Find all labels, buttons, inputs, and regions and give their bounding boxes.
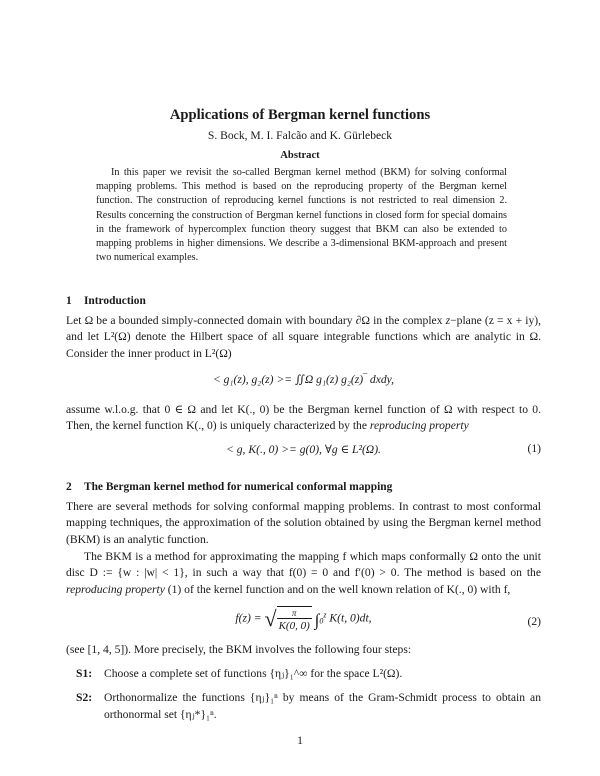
abstract-heading: Abstract	[280, 150, 320, 161]
section-2-paragraph-2	[66, 549, 541, 598]
abstract-body: In this paper we revisit the so-called Bergman kernel method (BKM) for solving conformal mapping problems. This method is based on the reproducing property of the Bergman kernel function. The construction of reproducing kernel functions is not restricted to real dimension 2. Results concerning the construction of Bergman kernel functions in closed form for special domains in the framework of hypercomplex function theory suggest that BKM can also be extended to mapping problems in higher dimensions. We describe a 3-dimensional BKM-approach and present two numerical examples.	[96, 167, 507, 264]
paper-title: Applications of Bergman kernel functions	[169, 107, 431, 123]
section-2-heading	[66, 481, 392, 493]
equation-2-tag: (2)	[527, 615, 541, 628]
bkm-step	[66, 666, 541, 682]
equation-1-formula: < g, K(., 0) >= g(0), ∀g ∈ L²(Ω).	[226, 443, 381, 456]
section-1-number: 1	[66, 295, 72, 307]
section-1-title: Introduction	[84, 295, 146, 307]
section-1-heading	[66, 295, 146, 307]
eq2-rhs: K(t, 0)dt,	[329, 611, 372, 625]
section-2-number: 2	[66, 481, 72, 493]
eq2-numerator: π	[277, 608, 312, 619]
equation-2-formula: f(z) = √ $\frac{\pi}{K(0, 0)}$ $\int_0^z$ K(t, 0)dt,	[235, 606, 372, 632]
equation-2	[66, 606, 541, 640]
s2p2-text-b: (1) of the kernel function and on the well known relation of K(., 0) with f,	[164, 582, 511, 596]
inner-product-formula: < g₁(z), g₂(z) >= ∬Ω g₁(z) g₂(z)‾ dxdy,	[212, 373, 395, 386]
equation-inner-product	[66, 369, 541, 391]
equation-1	[66, 439, 541, 461]
step-label: S2:	[76, 691, 93, 705]
eq2-sqrt: √ $\frac{\pi}{K(0, 0)}$	[264, 606, 310, 632]
section-2-title: The Bergman kernel method for numerical conformal mapping	[84, 481, 393, 493]
abstract-text	[96, 166, 507, 265]
equation-1-tag: (1)	[527, 442, 541, 455]
s1p1-text-c: −plane (z = x + iy), and let L²(Ω) denote the Hilbert space of all square integrable functions which are analytic in Ω. Consider the inner product in L²(Ω)	[66, 314, 541, 360]
paper-authors: S. Bock, M. I. Falcão and K. Gürlebeck	[207, 129, 393, 142]
s1p1-math-z: z	[445, 314, 451, 327]
step-text: Orthonormalize the functions {ηⱼ}₁ⁿ by means of the Gram-Schmidt process to obtain an orthonormal set {ηⱼ*}₁ⁿ.	[104, 691, 541, 721]
eq2-denominator: K(0, 0)	[278, 620, 310, 632]
step-label: S1:	[76, 667, 93, 680]
section-1-paragraph-1	[66, 313, 541, 362]
s1p2-emphasis: reproducing property	[369, 419, 469, 433]
bkm-steps-list	[66, 666, 541, 728]
step-text: Choose a complete set of functions {ηⱼ}₁^∞ for the space L²(Ω).	[104, 667, 403, 680]
eq2-lhs: f(z) =	[235, 611, 262, 625]
section-1-paragraph-2	[66, 402, 541, 435]
section-2-paragraph-3: (see [1, 4, 5]). More precisely, the BKM involves the following four steps:	[66, 643, 412, 656]
page-number: 1	[297, 734, 303, 747]
bkm-step	[66, 690, 541, 723]
s2p2-emphasis: reproducing property	[66, 582, 165, 596]
s2p2-text-a: The BKM is a method for approximating the mapping f which maps conformally Ω onto the unit disc D := {w : |w| < 1}, in such a way that f(0) = 0 and f′(0) > 0. The method is based on the	[66, 550, 541, 580]
s1p1-text-a: Let Ω be a bounded simply-connected domain with boundary ∂Ω in the complex	[66, 314, 446, 327]
section-2-paragraph-1: There are several methods for solving conformal mapping problems. In contrast to most conformal mapping techniques, the approximation of the solution obtained by using the Bergman kernel method (BKM) is an analytic function.	[66, 500, 541, 546]
s1p2-text: assume w.l.o.g. that 0 ∈ Ω and let K(., 0) be the Bergman kernel function of Ω with respect to 0. Then, the kernel function K(., 0) is uniquely characterized by the	[66, 403, 541, 433]
